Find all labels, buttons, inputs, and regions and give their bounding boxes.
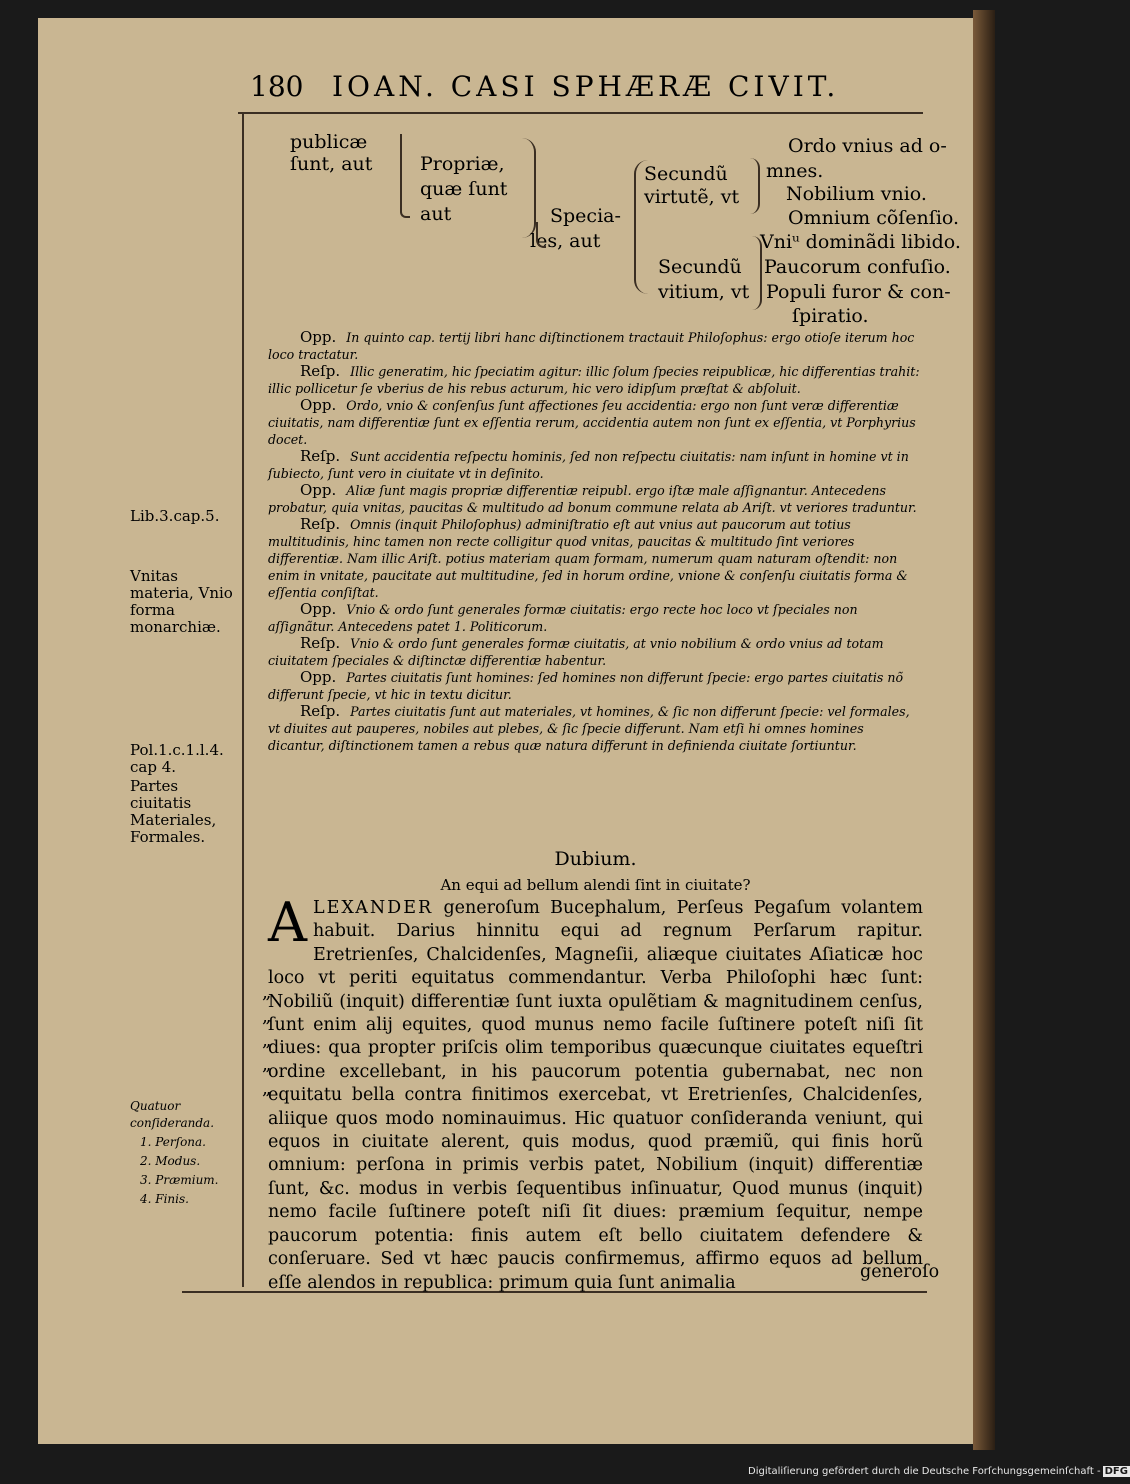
note-paragraph (268, 397, 923, 448)
margin-note: Lib.3.cap.5. (130, 507, 220, 525)
margin-rule (242, 112, 244, 1287)
note-text: Partes ciuitatis ſunt aut materiales, vt homines, & ſic non differunt ſpecie: vel formales, vt diuites aut pauperes, nobiles aut plebes, & ſic ſpecie differunt. Nam etſi hi omnes homines dicantur, diſtinctionem tamen a rebus quæ natura differunt in definienda ciuitate ſortiuntur. (268, 704, 910, 753)
note-paragraph (268, 448, 923, 482)
note-label: Reſp. (300, 447, 341, 465)
note-text: Aliæ ſunt magis propriæ differentiæ reipubl. ergo iſtæ male aſſignantur. Antecedens probatur, quia vnitas, paucitas & multitudo ad bonum commune relata ab Ariſt. vt veriores traduntur. (268, 483, 917, 515)
section-question: An equi ad bellum alendi ſint in ciuitate? (440, 876, 751, 894)
note-text: Ordo, vnio & conſenſus ſunt affectiones ſeu accidentia: ergo non ſunt veræ differentiæ ciuitatis, nam differentiæ ſunt ex eſſentia rerum, accidentia autem non ſunt ex eſſentia, vt Porphyrius docet. (268, 398, 916, 447)
table-cell: publicæ (290, 131, 368, 153)
table-cell: Omnium cõſenſio. (788, 207, 960, 229)
table-brace (748, 158, 760, 214)
note-paragraph (268, 516, 923, 601)
note-text: Omnis (inquit Philoſophus) adminiſtratio eſt aut vnius aut paucorum aut totius multitudinis, hinc tamen non recte colligitur quod vnitas, paucitas & multitudo ſint veriores differentiæ. Nam illic Ariſt. potius materiam quam formam, numerum quam naturam oſtendit: non enim in vnitate, paucitate aut multitudine, ſed in horum ordine, vnione & conſenſu ciuitatis forma & eſſentia conſiſtat. (268, 517, 908, 600)
table-cell: Secundũ (644, 163, 728, 185)
margin-note: Partes ciuitatis Materiales, Formales. (130, 777, 217, 846)
table-brace (536, 222, 546, 248)
book-edge (973, 10, 995, 1450)
table-cell: Vniᵘ dominãdi libido. (760, 231, 961, 253)
page-header (250, 66, 910, 110)
table-brace (400, 134, 410, 218)
note-label: Opp. (300, 600, 337, 618)
note-text: Vnio & ordo ſunt generales formæ ciuitatis, at vnio nobilium & ordo vnius ad totam ciuitatem ſpeciales & diſtinctæ differentiæ habentur. (268, 636, 884, 668)
note-text: Partes ciuitatis ſunt homines: ſed homines non differunt ſpecie: ergo partes ciuitatis nõ differunt ſpecie, vt hic in textu dicitur. (268, 670, 904, 702)
table-cell: aut (420, 203, 452, 225)
page-number: 180 (250, 70, 304, 103)
main-text (268, 891, 923, 1295)
lead-word: LEXANDER (313, 898, 434, 918)
drop-capital: A (268, 891, 307, 954)
margin-note: Pol.1.c.1.l.4. cap 4. (130, 741, 224, 776)
margin-list-item: 2. Modus. (140, 1154, 201, 1168)
table-cell: Nobilium vnio. (786, 183, 927, 205)
table-cell: Secundũ (658, 256, 742, 278)
margin-note: Quatuor conſideranda. (130, 1099, 215, 1130)
note-label: Reſp. (300, 634, 341, 652)
quote-mark: „ (262, 1054, 272, 1075)
quote-mark: „ (262, 1006, 272, 1027)
margin-list-item: 4. Finis. (140, 1192, 189, 1206)
note-label: Reſp. (300, 515, 341, 533)
note-paragraph (268, 329, 923, 363)
footer-text: Digitaliſierung gefördert durch die Deutsche Forſchungsgemeinſchaft - (748, 1466, 1101, 1477)
objections-replies (268, 329, 923, 754)
note-label: Opp. (300, 328, 337, 346)
note-paragraph (268, 703, 923, 754)
table-cell: virtutẽ, vt (644, 186, 740, 208)
body-text: generoſum Bucephalum, Perſeus Pegaſum volantem habuit. Darius hinnitu equi ad regnum Perſarum rapitur. Eretrienſes, Chalcidenſes, Magneſii, aliæque ciuitates Aſiaticæ hoc loco vt periti equitatus commendantur. Verba Philoſophi hæc ſunt: Nobiliũ (inquit) differentiæ ſunt iuxta opulẽtiam & magnitudinem cenſus, ſunt enim alij equites, quod munus nemo facile ſuſtinere poteſt niſi ſit diues: qua propter priſcis olim temporibus quæcunque ciuitates equeſtri ordine excellebant, in his paucorum potentia gubernabat, nec non equitatu bella contra finitimos exercebat, vt Eretrienſes, Chalcidenſes, aliique quos modo nominauimus. Hic quatuor conſideranda veniunt, qui equos in ciuitate alerent, quis modus, quod præmiũ, qui finis horũ omnium: perſona in primis verbis patet, Nobilium (inquit) differentiæ ſunt, &c. modus in verbis ſequentibus inſinuatur, Quod munus (inquit) nemo facile ſuſtinere poteſt niſi ſit diues: præmium ſequitur, nempe paucorum potentia: finis autem eſt bello ciuitatem defendere & conſeruare. Sed vt hæc paucis confirmemus, affirmo equos ad bellum eſſe alendos in republica: primum quia ſunt animalia (268, 898, 923, 1293)
note-text: Vnio & ordo ſunt generales formæ ciuitatis: ergo recte hoc loco vt ſpeciales non aſſignãtur. Antecedens patet 1. Politicorum. (268, 602, 858, 634)
table-cell: Propriæ, (420, 153, 505, 175)
margin-list-item: 1. Perſona. (140, 1135, 206, 1149)
table-brace (520, 138, 536, 238)
table-cell: Paucorum confuſio. (764, 256, 951, 278)
note-label: Reſp. (300, 362, 341, 380)
note-paragraph (268, 669, 923, 703)
table-cell: les, aut (530, 230, 601, 252)
note-paragraph (268, 635, 923, 669)
margin-note: Vnitas materia, Vnio forma monarchiæ. (130, 567, 233, 636)
margin-list-item: 3. Præmium. (140, 1173, 219, 1187)
note-paragraph (268, 363, 923, 397)
running-title: IOAN. CASI SPHÆRÆ CIVIT. (332, 70, 840, 103)
note-text: In quinto cap. tertij libri hanc diſtinctionem tractauit Philoſophus: ergo otioſe iterum hoc loco tractatur. (268, 330, 915, 362)
quote-mark: „ (262, 1030, 272, 1051)
note-text: Sunt accidentia reſpectu hominis, ſed non reſpectu ciuitatis: nam inſunt in homine vt in ſubiecto, ſunt vero in ciuitate vt in deſinito. (268, 449, 909, 481)
table-cell: quæ ſunt (420, 178, 508, 200)
table-cell: ſunt, aut (290, 153, 373, 175)
dfg-logo: DFG (1104, 1466, 1128, 1477)
note-text: Illic generatim, hic ſpeciatim agitur: illic ſolum ſpecies reipublicæ, hic differentias trahit: illic pollicetur ſe vberius de his rebus acturum, hic vero idipſum præſtat & abſoluit. (268, 364, 920, 396)
table-cell: Populi furor & con- (766, 281, 951, 303)
section-heading: Dubium. (554, 848, 637, 870)
note-label: Opp. (300, 668, 337, 686)
catchword: generoſo (860, 1262, 940, 1282)
note-paragraph (268, 482, 923, 516)
table-cell: ſpiratio. (792, 305, 869, 327)
note-paragraph (268, 601, 923, 635)
note-label: Opp. (300, 396, 337, 414)
table-cell: Ordo vnius ad o- (788, 135, 947, 157)
table-cell: mnes. (766, 160, 824, 182)
table-cell: Specia- (550, 205, 621, 227)
classification-table (252, 112, 961, 327)
digitization-footer (748, 1466, 1130, 1477)
note-label: Opp. (300, 481, 337, 499)
quote-mark: „ (262, 982, 272, 1003)
quote-mark: „ (262, 1078, 272, 1099)
table-cell: vitium, vt (658, 281, 750, 303)
note-label: Reſp. (300, 702, 341, 720)
